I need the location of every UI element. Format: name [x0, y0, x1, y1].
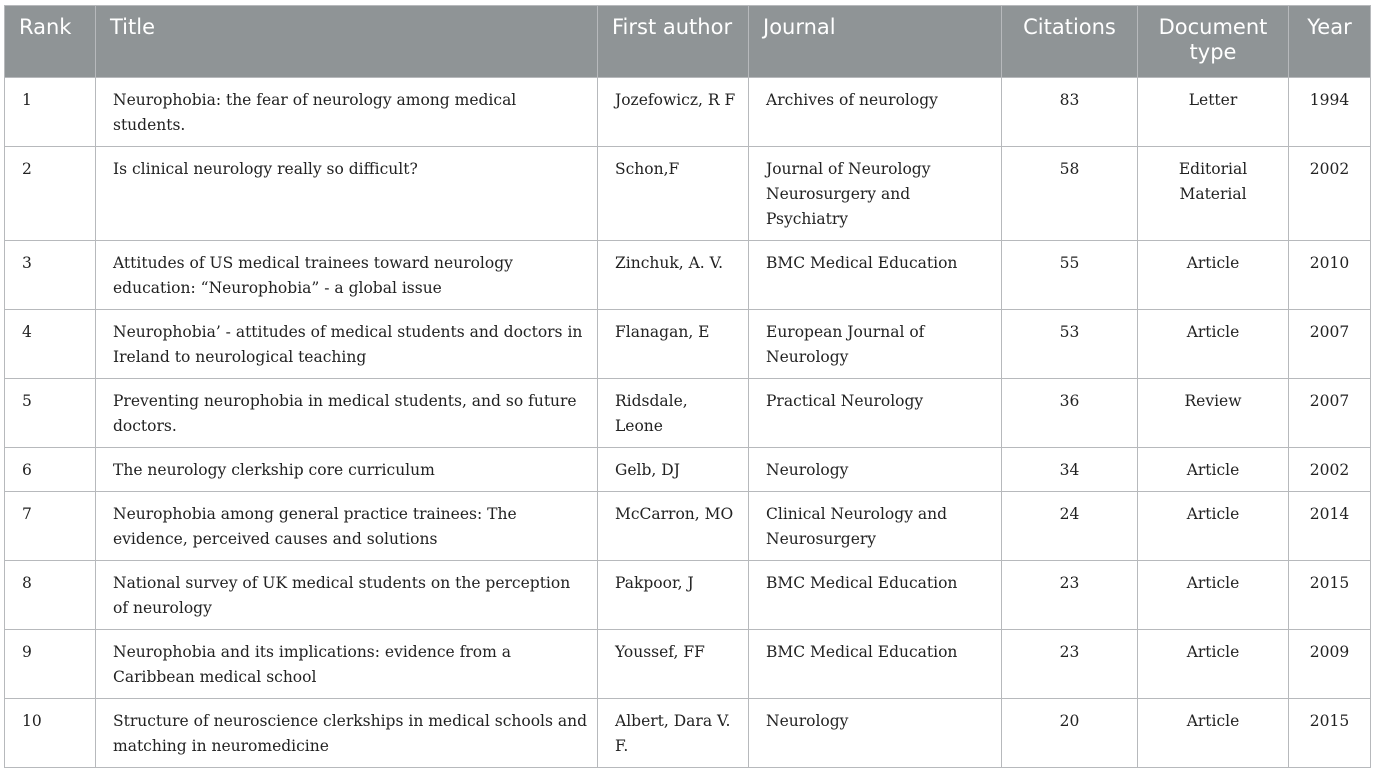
- cell-year: 2009: [1289, 630, 1371, 699]
- cell-citations: 55: [1002, 241, 1138, 310]
- cell-document-type: Editorial Material: [1138, 147, 1289, 241]
- cell-citations: 23: [1002, 561, 1138, 630]
- cell-rank: 7: [5, 492, 96, 561]
- cell-title: Attitudes of US medical trainees toward neurology education: “Neurophobia” - a global issue: [96, 241, 598, 310]
- cell-first-author: Pakpoor, J: [598, 561, 749, 630]
- table-row: [5, 310, 1371, 379]
- table-row: [5, 379, 1371, 448]
- cell-document-type: Article: [1138, 561, 1289, 630]
- citations-table: [4, 5, 1371, 768]
- cell-citations: 23: [1002, 630, 1138, 699]
- cell-journal: Archives of neurology: [749, 78, 1002, 147]
- cell-first-author: McCarron, MO: [598, 492, 749, 561]
- cell-rank: 2: [5, 147, 96, 241]
- cell-citations: 34: [1002, 448, 1138, 492]
- cell-title: Structure of neuroscience clerkships in medical schools and matching in neuromedicine: [96, 699, 598, 768]
- cell-first-author: Jozefowicz, R F: [598, 78, 749, 147]
- cell-citations: 20: [1002, 699, 1138, 768]
- cell-rank: 9: [5, 630, 96, 699]
- cell-document-type: Letter: [1138, 78, 1289, 147]
- cell-year: 2010: [1289, 241, 1371, 310]
- cell-first-author: Gelb, DJ: [598, 448, 749, 492]
- cell-document-type: Review: [1138, 379, 1289, 448]
- cell-document-type: Article: [1138, 241, 1289, 310]
- header-journal: Journal: [749, 6, 1002, 78]
- cell-title: Neurophobia among general practice trainees: The evidence, perceived causes and solutions: [96, 492, 598, 561]
- header-year: Year: [1289, 6, 1371, 78]
- cell-journal: Clinical Neurology and Neurosurgery: [749, 492, 1002, 561]
- cell-rank: 5: [5, 379, 96, 448]
- cell-first-author: Schon,F: [598, 147, 749, 241]
- cell-rank: 4: [5, 310, 96, 379]
- cell-year: 2002: [1289, 448, 1371, 492]
- cell-rank: 8: [5, 561, 96, 630]
- table-row: [5, 561, 1371, 630]
- table-body: [5, 78, 1371, 768]
- table-header: [5, 6, 1371, 78]
- header-rank: Rank: [5, 6, 96, 78]
- header-first-author: First author: [598, 6, 749, 78]
- cell-journal: Neurology: [749, 699, 1002, 768]
- cell-first-author: Ridsdale, Leone: [598, 379, 749, 448]
- cell-title: Is clinical neurology really so difficult?: [96, 147, 598, 241]
- cell-journal: Journal of Neurology Neurosurgery and Psychiatry: [749, 147, 1002, 241]
- cell-title: National survey of UK medical students on the perception of neurology: [96, 561, 598, 630]
- cell-citations: 83: [1002, 78, 1138, 147]
- cell-title: Neurophobia and its implications: evidence from a Caribbean medical school: [96, 630, 598, 699]
- cell-document-type: Article: [1138, 310, 1289, 379]
- cell-journal: BMC Medical Education: [749, 630, 1002, 699]
- cell-journal: Neurology: [749, 448, 1002, 492]
- cell-year: 2007: [1289, 310, 1371, 379]
- cell-document-type: Article: [1138, 630, 1289, 699]
- cell-rank: 10: [5, 699, 96, 768]
- cell-citations: 36: [1002, 379, 1138, 448]
- cell-first-author: Zinchuk, A. V.: [598, 241, 749, 310]
- cell-citations: 53: [1002, 310, 1138, 379]
- cell-title: Neurophobia: the fear of neurology among medical students.: [96, 78, 598, 147]
- header-row: [5, 6, 1371, 78]
- cell-rank: 3: [5, 241, 96, 310]
- cell-document-type: Article: [1138, 448, 1289, 492]
- table-row: [5, 492, 1371, 561]
- cell-year: 1994: [1289, 78, 1371, 147]
- cell-title: Preventing neurophobia in medical students, and so future doctors.: [96, 379, 598, 448]
- cell-citations: 24: [1002, 492, 1138, 561]
- cell-title: Neurophobia’ - attitudes of medical students and doctors in Ireland to neurological teaching: [96, 310, 598, 379]
- cell-journal: BMC Medical Education: [749, 561, 1002, 630]
- cell-year: 2007: [1289, 379, 1371, 448]
- header-document-type: Document type: [1138, 6, 1289, 78]
- header-title: Title: [96, 6, 598, 78]
- table-row: [5, 78, 1371, 147]
- cell-journal: Practical Neurology: [749, 379, 1002, 448]
- cell-citations: 58: [1002, 147, 1138, 241]
- cell-rank: 1: [5, 78, 96, 147]
- cell-journal: European Journal of Neurology: [749, 310, 1002, 379]
- cell-year: 2002: [1289, 147, 1371, 241]
- cell-first-author: Youssef, FF: [598, 630, 749, 699]
- table-row: [5, 448, 1371, 492]
- table-row: [5, 241, 1371, 310]
- cell-year: 2015: [1289, 699, 1371, 768]
- header-citations: Citations: [1002, 6, 1138, 78]
- table-row: [5, 630, 1371, 699]
- table-row: [5, 699, 1371, 768]
- cell-first-author: Albert, Dara V. F.: [598, 699, 749, 768]
- cell-document-type: Article: [1138, 492, 1289, 561]
- cell-first-author: Flanagan, E: [598, 310, 749, 379]
- cell-document-type: Article: [1138, 699, 1289, 768]
- cell-year: 2014: [1289, 492, 1371, 561]
- cell-year: 2015: [1289, 561, 1371, 630]
- table-row: [5, 147, 1371, 241]
- cell-rank: 6: [5, 448, 96, 492]
- cell-title: The neurology clerkship core curriculum: [96, 448, 598, 492]
- cell-journal: BMC Medical Education: [749, 241, 1002, 310]
